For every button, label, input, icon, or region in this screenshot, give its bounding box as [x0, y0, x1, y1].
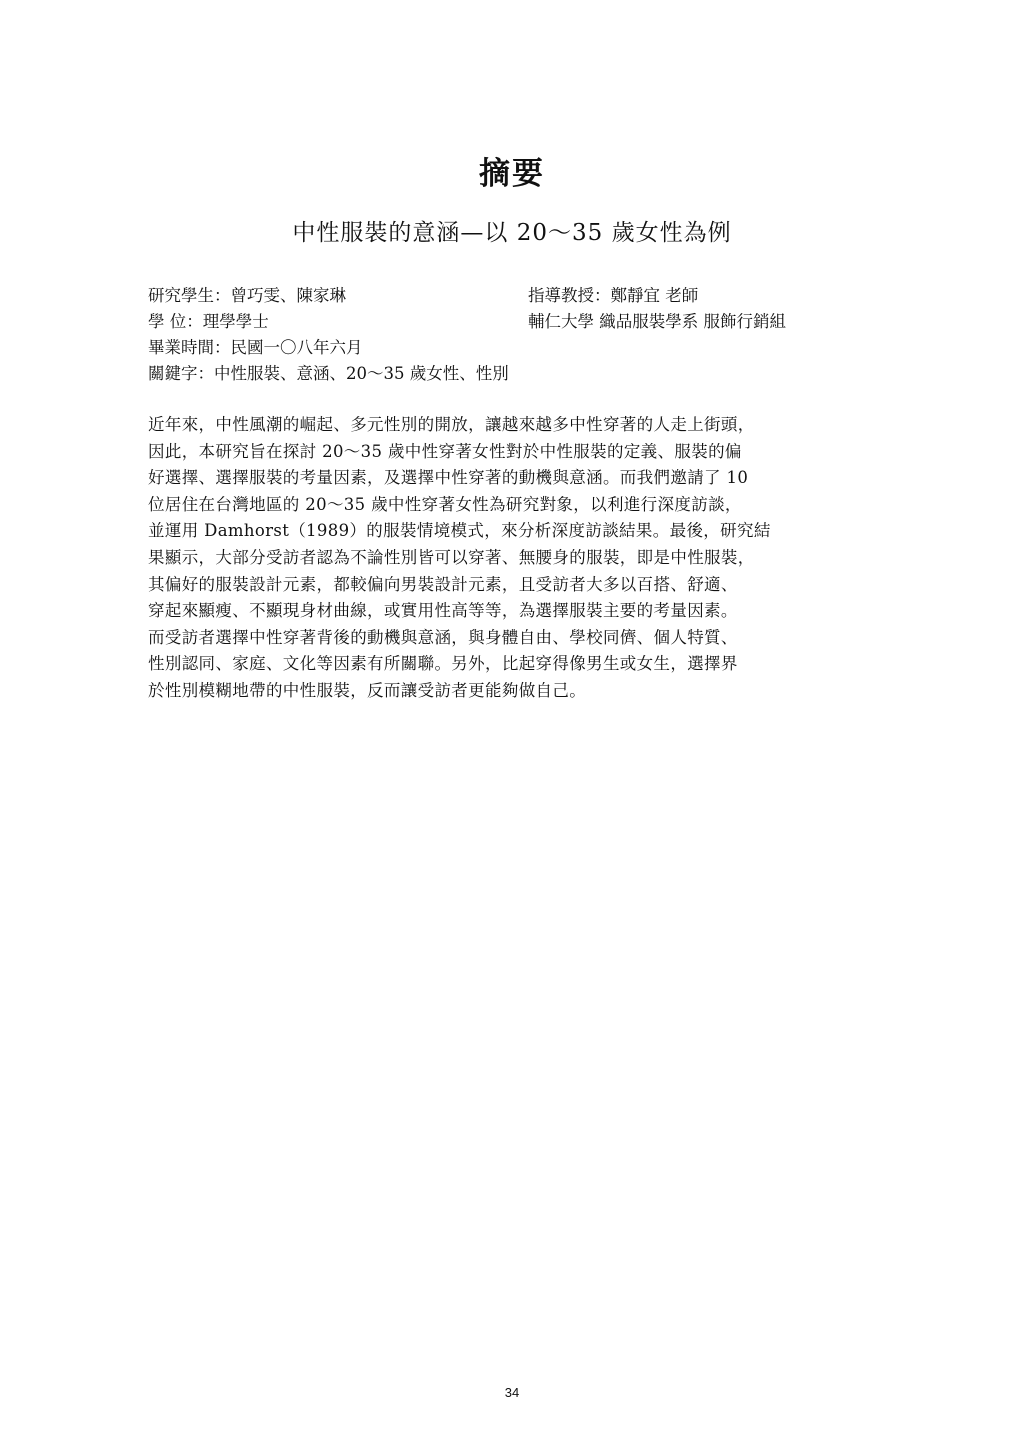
abstract-line: 近年來，中性風潮的崛起、多元性別的開放，讓越來越多中性穿著的人走上街頭，	[148, 415, 755, 434]
abstract-line: 果顯示，大部分受訪者認為不論性別皆可以穿著、無腰身的服裝，即是中性服裝，	[148, 547, 755, 567]
advisor-text: 指導教授：鄭靜宜 老師	[528, 286, 699, 305]
meta-row-degree	[148, 309, 888, 335]
metadata-block	[148, 283, 888, 387]
degree-text: 學 位：理學學士	[148, 312, 269, 331]
abstract-line: 位居住在台灣地區的 20～35 歲中性穿著女性為研究對象，以利進行深度訪談，	[148, 494, 742, 514]
abstract-heading: 摘要	[479, 156, 545, 192]
meta-row-graduation	[148, 335, 888, 361]
abstract-body	[148, 412, 883, 705]
department-text: 輔仁大學 織品服裝學系 服飾行銷組	[528, 312, 786, 331]
abstract-line: 其偏好的服裝設計元素，都較偏向男裝設計元素，且受訪者大多以百搭、舒適、	[148, 574, 738, 594]
abstract-line: 於性別模糊地帶的中性服裝，反而讓受訪者更能夠做自己。	[148, 680, 587, 700]
graduation-text: 畢業時間：民國一〇八年六月	[148, 338, 363, 357]
page-number: 34	[504, 1385, 520, 1400]
students-text: 研究學生：曾巧雯、陳家琳	[148, 286, 346, 305]
abstract-line: 因此，本研究旨在探討 20～35 歲中性穿著女性對於中性服裝的定義、服裝的偏	[148, 441, 742, 461]
abstract-line: 穿起來顯瘦、不顯現身材曲線，或實用性高等等，為選擇服裝主要的考量因素。	[148, 601, 738, 621]
abstract-line: 而受訪者選擇中性穿著背後的動機與意涵，與身體自由、學校同儕、個人特質、	[148, 627, 738, 647]
abstract-line: 並運用 Damhorst（1989）的服裝情境模式，來分析深度訪談結果。最後，研究結	[148, 521, 771, 541]
keywords-text: 關鍵字：中性服裝、意涵、20～35 歲女性、性別	[148, 364, 509, 383]
thesis-title: 中性服裝的意涵—以 20～35 歲女性為例	[292, 220, 732, 246]
meta-row-keywords	[148, 361, 888, 387]
abstract-line: 好選擇、選擇服裝的考量因素，及選擇中性穿著的動機與意涵。而我們邀請了 10	[148, 468, 749, 488]
abstract-line: 性別認同、家庭、文化等因素有所關聯。另外，比起穿得像男生或女生，選擇界	[148, 654, 738, 674]
meta-row-students	[148, 283, 888, 309]
